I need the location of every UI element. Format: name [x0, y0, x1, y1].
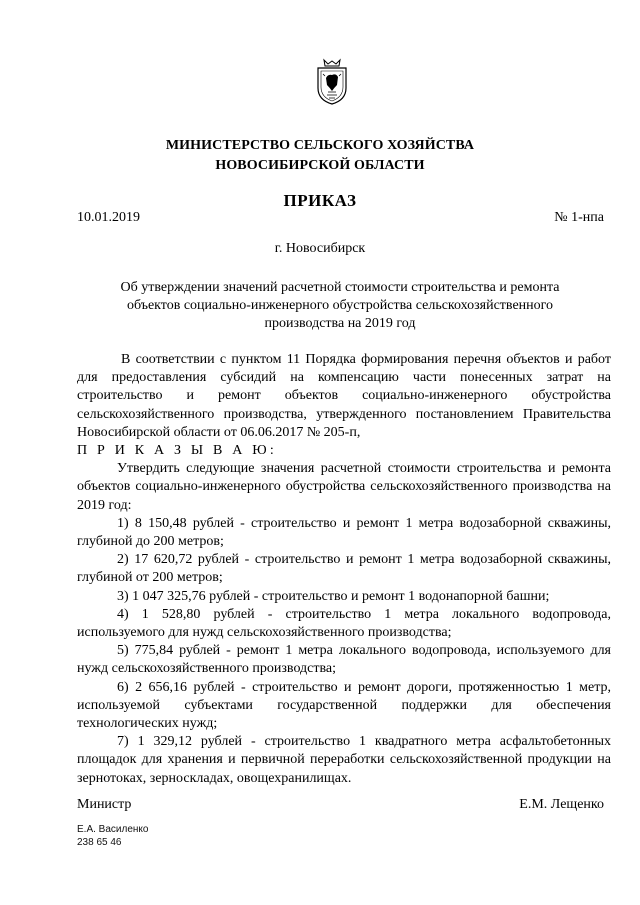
ministry-name	[0, 136, 640, 176]
signatory-name: Е.М. Лещенко	[519, 797, 604, 812]
title-line-2: объектов социально-инженерного обустройства сельскохозяйственного	[126, 298, 554, 313]
list-item: 7) 1 329,12 рублей - строительство 1 квадратного метра асфальтобетонных площадок для хранения и первичной переработки сельскохозяйственной продукции на зернотоках, зерноскладах, овощехранилищах.	[77, 734, 611, 786]
preamble: В соответствии с пунктом 11 Порядка формирования перечня объектов и работ для предоставления субсидий на компенсацию части понесенных затрат на строительство и ремонт объектов социально-инженерного обустройства сельскохозяйственного производства, утвержденного постановлением Правительства Новосибирской области от 06.06.2017 № 205-п,	[77, 352, 611, 440]
executor-info	[77, 823, 148, 849]
ministry-line-1: МИНИСТЕРСТВО СЕЛЬСКОГО ХОЗЯЙСТВА	[165, 138, 475, 153]
ministry-line-2: НОВОСИБИРСКОЙ ОБЛАСТИ	[215, 158, 425, 173]
document-title	[110, 279, 570, 333]
executor-phone: 238 65 46	[77, 837, 122, 848]
order-intro: Утвердить следующие значения расчетной стоимости строительства и ремонта объектов социально-инженерного обустройства сельскохозяйственного производства на 2019 год:	[77, 461, 611, 513]
document-type: ПРИКАЗ	[283, 191, 357, 210]
title-line-1: Об утверждении значений расчетной стоимости строительства и ремонта	[120, 280, 560, 295]
list-item: 2) 17 620,72 рублей - строительство и ремонт 1 метра водозаборной скважины, глубиной от 200 метров;	[77, 552, 611, 586]
signatory-position: Министр	[77, 797, 132, 812]
list-item: 6) 2 656,16 рублей - строительство и ремонт дороги, протяженностью 1 метр, используемой субъектами государственной поддержки для обеспечения технологических нужд;	[77, 679, 611, 732]
order-word: П Р И К А З Ы В А Ю:	[77, 443, 277, 459]
coat-of-arms-icon	[315, 58, 349, 106]
title-line-3: производства на 2019 год	[264, 316, 416, 331]
document-body	[77, 351, 611, 788]
list-item: 5) 775,84 рублей - ремонт 1 метра локального водопровода, используемого для нужд сельскохозяйственного производства;	[77, 643, 611, 677]
document-number: № 1-нпа	[554, 210, 604, 225]
executor-name: Е.А. Василенко	[77, 824, 149, 835]
list-item: 1) 8 150,48 рублей - строительство и ремонт 1 метра водозаборной скважины, глубиной до 200 метров;	[77, 515, 611, 550]
list-item: 3) 1 047 325,76 рублей - строительство и ремонт 1 водонапорной башни;	[117, 588, 550, 604]
city: г. Новосибирск	[274, 241, 366, 256]
document-date: 10.01.2019	[77, 210, 140, 225]
list-item: 4) 1 528,80 рублей - строительство 1 метра локального водопровода, используемого для нужд сельскохозяйственного производства;	[77, 606, 611, 641]
